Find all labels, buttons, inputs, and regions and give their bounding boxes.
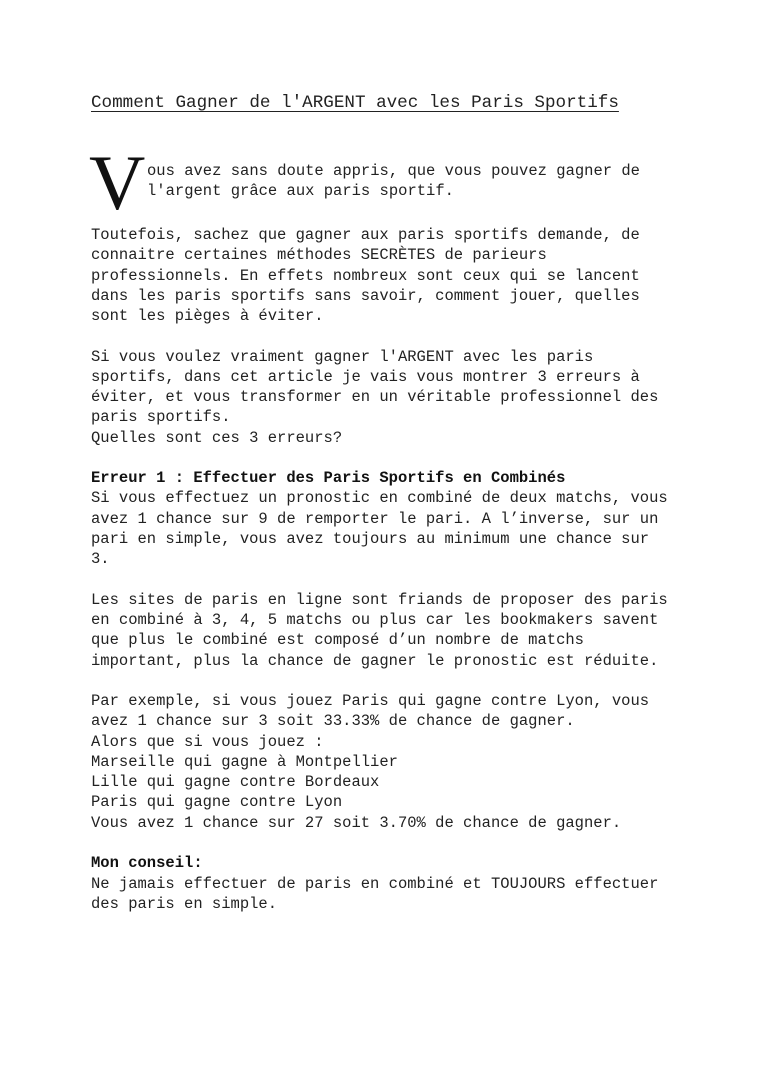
document-body [91, 225, 668, 914]
text-line: Ne jamais effectuer de paris en combiné et TOUJOURS effectuer [91, 874, 659, 893]
text-line: 3. [91, 550, 110, 569]
blank-line [91, 326, 668, 346]
text-line: important, plus la chance de gagner le pronostic est réduite. [91, 651, 659, 670]
text-line: pari en simple, vous avez toujours au minimum une chance sur [91, 529, 650, 548]
text-line: Si vous voulez vraiment gagner l'ARGENT avec les paris [91, 347, 594, 366]
section-heading: Mon conseil: [91, 854, 203, 873]
text-line: dans les paris sportifs sans savoir, comment jouer, quelles [91, 286, 640, 305]
blank-line [91, 671, 668, 691]
text-line: Paris qui gagne contre Lyon [91, 793, 343, 812]
text-line: sont les pièges à éviter. [91, 307, 324, 326]
text-line: Par exemple, si vous jouez Paris qui gagne contre Lyon, vous [91, 692, 650, 711]
text-line: éviter, et vous transformer en un véritable professionnel des [91, 388, 659, 407]
text-line: professionnels. En effets nombreux sont ceux qui se lancent [91, 266, 640, 285]
blank-line [91, 833, 668, 853]
drop-cap: V [89, 139, 146, 226]
text-line: ous avez sans doute appris, que vous pouvez gagner de [147, 162, 640, 180]
text-line: Marseille qui gagne à Montpellier [91, 752, 398, 771]
text-line: avez 1 chance sur 9 de remporter le pari. A l’inverse, sur un [91, 509, 659, 528]
text-line: l'argent grâce aux paris sportif. [147, 182, 454, 201]
text-line: Vous avez 1 chance sur 27 soit 3.70% de chance de gagner. [91, 813, 622, 832]
text-line: sportifs, dans cet article je vais vous montrer 3 erreurs à [91, 367, 640, 386]
text-line: des paris en simple. [91, 894, 278, 913]
text-line: Les sites de paris en ligne sont friands de proposer des paris [91, 590, 668, 609]
text-line: Toutefois, sachez que gagner aux paris sportifs demande, de [91, 226, 640, 244]
text-line: que plus le combiné est composé d’un nombre de matchs [91, 631, 584, 650]
text-line: en combiné à 3, 4, 5 matchs ou plus car les bookmakers savent [91, 611, 659, 630]
blank-line [91, 570, 668, 590]
text-line: avez 1 chance sur 3 soit 33.33% de chance de gagner. [91, 712, 575, 731]
text-line: Quelles sont ces 3 erreurs? [91, 428, 343, 447]
section-heading: Erreur 1 : Effectuer des Paris Sportifs en Combinés [91, 469, 566, 488]
text-line: Si vous effectuez un pronostic en combiné de deux matchs, vous [91, 489, 668, 508]
document-title: Comment Gagner de l'ARGENT avec les Paris Sportifs [91, 93, 619, 113]
text-line: Lille qui gagne contre Bordeaux [91, 773, 380, 792]
text-line: Alors que si vous jouez : [91, 732, 324, 751]
intro-paragraph [147, 161, 640, 202]
text-line: connaitre certaines méthodes SECRÈTES de parieurs [91, 246, 547, 265]
text-line: paris sportifs. [91, 408, 231, 427]
blank-line [91, 448, 668, 468]
